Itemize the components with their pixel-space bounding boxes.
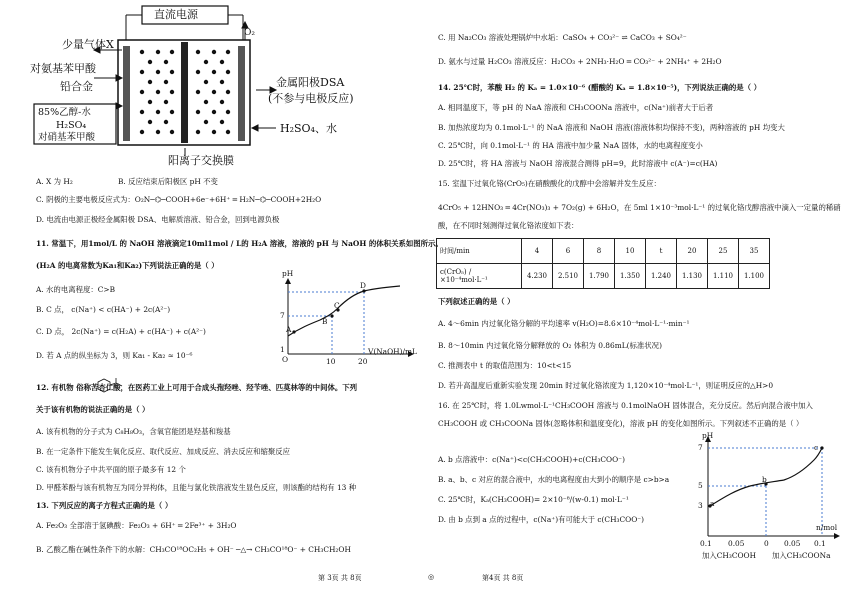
q11-chart-origin: O [282,355,289,364]
q10-option-d: D. 电流由电源正极经金属阳极 DSA、电解质溶液、铅合金，回到电源负极 [36,215,280,224]
q13-stem: 13. 下列反应的离子方程式正确的是（ ） [36,501,173,510]
q16-chart-ytick-3: 3 [698,501,703,510]
q16-option-b: B. a、b、c 对应的混合液中，水的电离程度由大到小的顺序是 c>b>a [438,475,670,484]
q16-point-b: b [762,475,767,484]
q16-chart-ytick-7: 7 [698,443,703,452]
q11-option-a: A. 水的电离程度：C>B [36,285,116,294]
q15-table [436,238,770,289]
left-page-footer: 第 3页 共 8页 [318,574,362,582]
q13-option-b: B. 乙酸乙酯在碱性条件下的水解：CH₃CO¹⁸OC₂H₅ + OH⁻ ─△→ CH₃CO¹⁸O⁻ + CH₃CH₂OH [36,545,351,554]
right-inlet-label: H₂SO₄、水 [280,122,337,135]
q11-chart-ytick-7: 7 [280,311,285,320]
table-cell: c(CrO₅) /×10⁻⁴mol·L⁻¹ [437,264,522,289]
table-cell: 20 [677,239,708,264]
q13-option-d: D. 氨水与过量 H₂CO₃ 溶液反应：H₂CO₃ + 2NH₃·H₂O ═ CO₃²⁻ + 2NH₄⁺ + 2H₂O [438,57,722,66]
q16-chart-ytick-5: 5 [698,481,703,490]
table-cell: 6 [553,239,584,264]
q11-option-d: D. 若 A 点的纵坐标为 3，则 Ka₁ - Ka₂ ≈ 10⁻⁶ [36,351,193,360]
table-cell: 25 [708,239,739,264]
q12-option-a: A. 该有机物的分子式为 C₈H₈O₃，含氧官能团是羟基和羧基 [36,427,231,436]
q15-stem-line1: 15. 室温下过氧化铬(CrO₅)在硝酸酸化的戊醇中会溶解并发生反应： [438,179,661,188]
table-cell: 8 [584,239,615,264]
table-cell: 2.510 [553,264,584,289]
power-supply-label: 直流电源 [154,8,198,21]
table-cell: 1.350 [615,264,646,289]
q12-stem-line1: 12. 有机物 俗称苦杏仁酸，在医药工业上可用于合成头孢羟唑、羟苄唑、匹莫林等的中间体。下列 [36,383,358,392]
q11-stem-line2: (H₂A 的电离常数为Ka₁和Ka₂)下列说法正确的是（ ） [36,261,219,270]
q12-stem-line2: 关于该有机物的说法正确的是（ ） [36,405,150,414]
q11-chart-ylabel: pH [282,269,294,278]
q15-option-c: C. 推测表中 t 的取值范围为：10<t<15 [438,361,572,370]
q11-chart-ytick-1: 1 [280,345,285,354]
q16-option-a: A. b 点溶液中：c(Na⁺)<c(CH₃COOH)+c(CH₃COO⁻) [438,455,625,464]
q15-option-b: B. 8～10min 内过氧化铬分解释放的 O₂ 体积为 0.86mL(标准状况) [438,341,662,350]
lead-alloy-label: 铅合金 [60,80,93,93]
q16-chart-ylabel: pH [702,431,714,440]
q11-chart-xtick-10: 10 [326,357,336,366]
q14-option-d: D. 25℃时，将 HA 溶液与 NaOH 溶液混合测得 pH=9，此时溶液中 c(A⁻)=c(HA) [438,159,718,168]
aminobenzoic-acid-label: 对氨基苯甲酸 [30,62,96,75]
table-cell: 1.100 [739,264,770,289]
box-line-1: 85%乙醇-水 [38,107,91,118]
table-cell: 1.240 [646,264,677,289]
table-cell: 1.110 [708,264,739,289]
table-cell: 10 [615,239,646,264]
q10-option-b: B. 反应结束后阳极区 pH 不变 [118,177,218,186]
q15-question: 下列叙述正确的是（ ） [438,297,515,306]
q11-option-c: C. D 点， 2c(Na⁺) = c(H₂A) + c(HA⁻) + c(A²⁻) [36,327,206,336]
q11-point-d: D [360,281,366,290]
membrane-label: 阳离子交换膜 [168,154,234,167]
q11-point-b: B [322,317,328,326]
q11-point-c: C [334,301,340,310]
table-row [437,239,770,264]
table-cell: 35 [739,239,770,264]
q16-xtick-4: 0.05 [784,539,801,548]
q14-stem: 14. 25℃时，苯酸 H₂ 的 Kₐ = 1.0×10⁻⁶ (醋酸的 Kₐ = 1.8×10⁻⁵)，下列说法正确的是（ ） [438,83,762,92]
q11-chart-xlabel: V(NaOH)/mL [368,347,417,356]
q14-option-c: C. 25℃时，向 0.1mol·L⁻¹ 的 HA 溶液中加少量 NaA 固体，水的电离程度变小 [438,141,703,150]
table-cell: 4 [522,239,553,264]
q16-xtick-5: 0.1 [814,539,826,548]
q16-option-d: D. 由 b 点到 a 点的过程中，c(Na⁺)有可能大于 c(CH₃COO⁻) [438,515,645,524]
anode-label: 金属阳极DSA [276,76,345,89]
q16-point-a: a [710,499,715,508]
q12-option-d: D. 甲醛苯酚与该有机物互为同分异构体，且能与氯化铁溶液发生显色反应，则该酯的结构有 13 种 [36,483,357,492]
q16-add-acid-label: 加入CH₃COOH [702,551,757,560]
q10-option-c: C. 阴极的主要电极反应式为：O₂N─⌬─COOH+6e⁻+6H⁺ ═ H₂N─⌬─COOH+2H₂O [36,195,322,204]
q16-point-c: c [814,443,819,452]
table-cell: 4.230 [522,264,553,289]
box-line-2: H₂SO₄ [56,120,87,131]
q13-option-a: A. Fe₂O₃ 全部溶于氢碘酸：Fe₂O₃ + 6H⁺ ═ 2Fe³⁺ + 3H₂O [36,521,237,530]
q13-option-c: C. 用 Na₂CO₃ 溶液处理锅炉中水垢：CaSO₄ + CO₃²⁻ ⇌ CaCO₃ + SO₄²⁻ [438,33,687,42]
q16-stem-line1: 16. 在 25℃时，将 1.0Lwmol·L⁻¹CH₃COOH 溶液与 0.1molNaOH 固体混合，充分反应。然后向混合液中加入 [438,401,813,410]
gas-x-label: 少量气体X [62,38,114,51]
q11-point-a: A [286,325,292,334]
anode-note: (不参与电极反应) [268,92,354,105]
q11-option-b: B. C 点， c(Na⁺) < c(HA⁻) + 2c(A²⁻) [36,305,171,314]
q15-stem-line2: 酸，在不同时刻测得过氧化铬浓度如下表： [438,221,579,230]
q16-add-salt-label: 加入CH₃COONa [772,551,831,560]
q11-chart-xtick-20: 20 [358,357,368,366]
right-page-footer: 第4页 共 8页 [482,574,524,582]
q12-option-b: B. 在一定条件下能发生氧化反应、取代反应、加成反应、消去反应和缩聚反应 [36,447,291,456]
q14-option-b: B. 加热浓度均为 0.1mol·L⁻¹ 的 NaA 溶液和 NaOH 溶液(溶液体积均保持不变)，两种溶液的 pH 均变大 [438,123,785,132]
table-cell: 1.790 [584,264,615,289]
q12-option-c: C. 该有机物分子中共平面的原子最多有 12 个 [36,465,186,474]
q16-xtick-1: 0.1 [700,539,712,548]
q10-option-a: A. X 为 H₂ [36,177,73,186]
q16-stem-line2: CH₃COOH 或 CH₃COONa 固体(忽略体积和温度变化)，溶液 pH 的变化如图所示。下列叙述不正确的是（ ） [438,419,804,428]
q16-option-c: C. 25℃时，Kₐ(CH₃COOH)= 2×10⁻⁸/(w-0.1) mol·L⁻¹ [438,495,629,504]
q15-option-d: D. 若升高温度后重新实验发现 20min 时过氧化铬浓度为 1,120×10⁻⁴mol·L⁻¹，则证明反应的△H>0 [438,381,774,390]
q16-xtick-2: 0.05 [728,539,745,548]
table-cell: 1.130 [677,264,708,289]
table-cell: t [646,239,677,264]
oxygen-label: O₂ [244,28,255,38]
q15-option-a: A. 4～6min 内过氧化铬分解的平均速率 v(H₂O)=8.6×10⁻⁴mol·L⁻¹·min⁻¹ [438,319,690,328]
q11-stem-line1: 11. 常温下，用1mol/L 的 NaOH 溶液滴定10ml1mol / L的 H₂A 溶液，溶液的 pH 与 NaOH 的体积关系如图所示。 [36,239,443,248]
q16-xunit: n/mol [816,523,838,532]
q15-equation: 4CrO₅ + 12HNO₃ ═ 4Cr(NO₃)₃ + 7O₂(g) + 6H₂O，在 5ml 1×10⁻³mol·L⁻¹ 的过氧化铬戊醇溶液中滴入一定量的稀硝 [438,203,841,212]
table-cell: 时间/min [437,239,522,264]
q16-xtick-3: 0 [764,539,769,548]
table-row [437,264,770,289]
box-line-3: 对硝基苯甲酸 [38,132,96,143]
center-mark: ◎ [428,573,435,581]
q16-ph-chart [696,436,842,556]
q14-option-a: A. 相同温度下，等 pH 的 NaA 溶液和 CH₃COONa 溶液中，c(Na⁺)前者大于后者 [438,103,714,112]
